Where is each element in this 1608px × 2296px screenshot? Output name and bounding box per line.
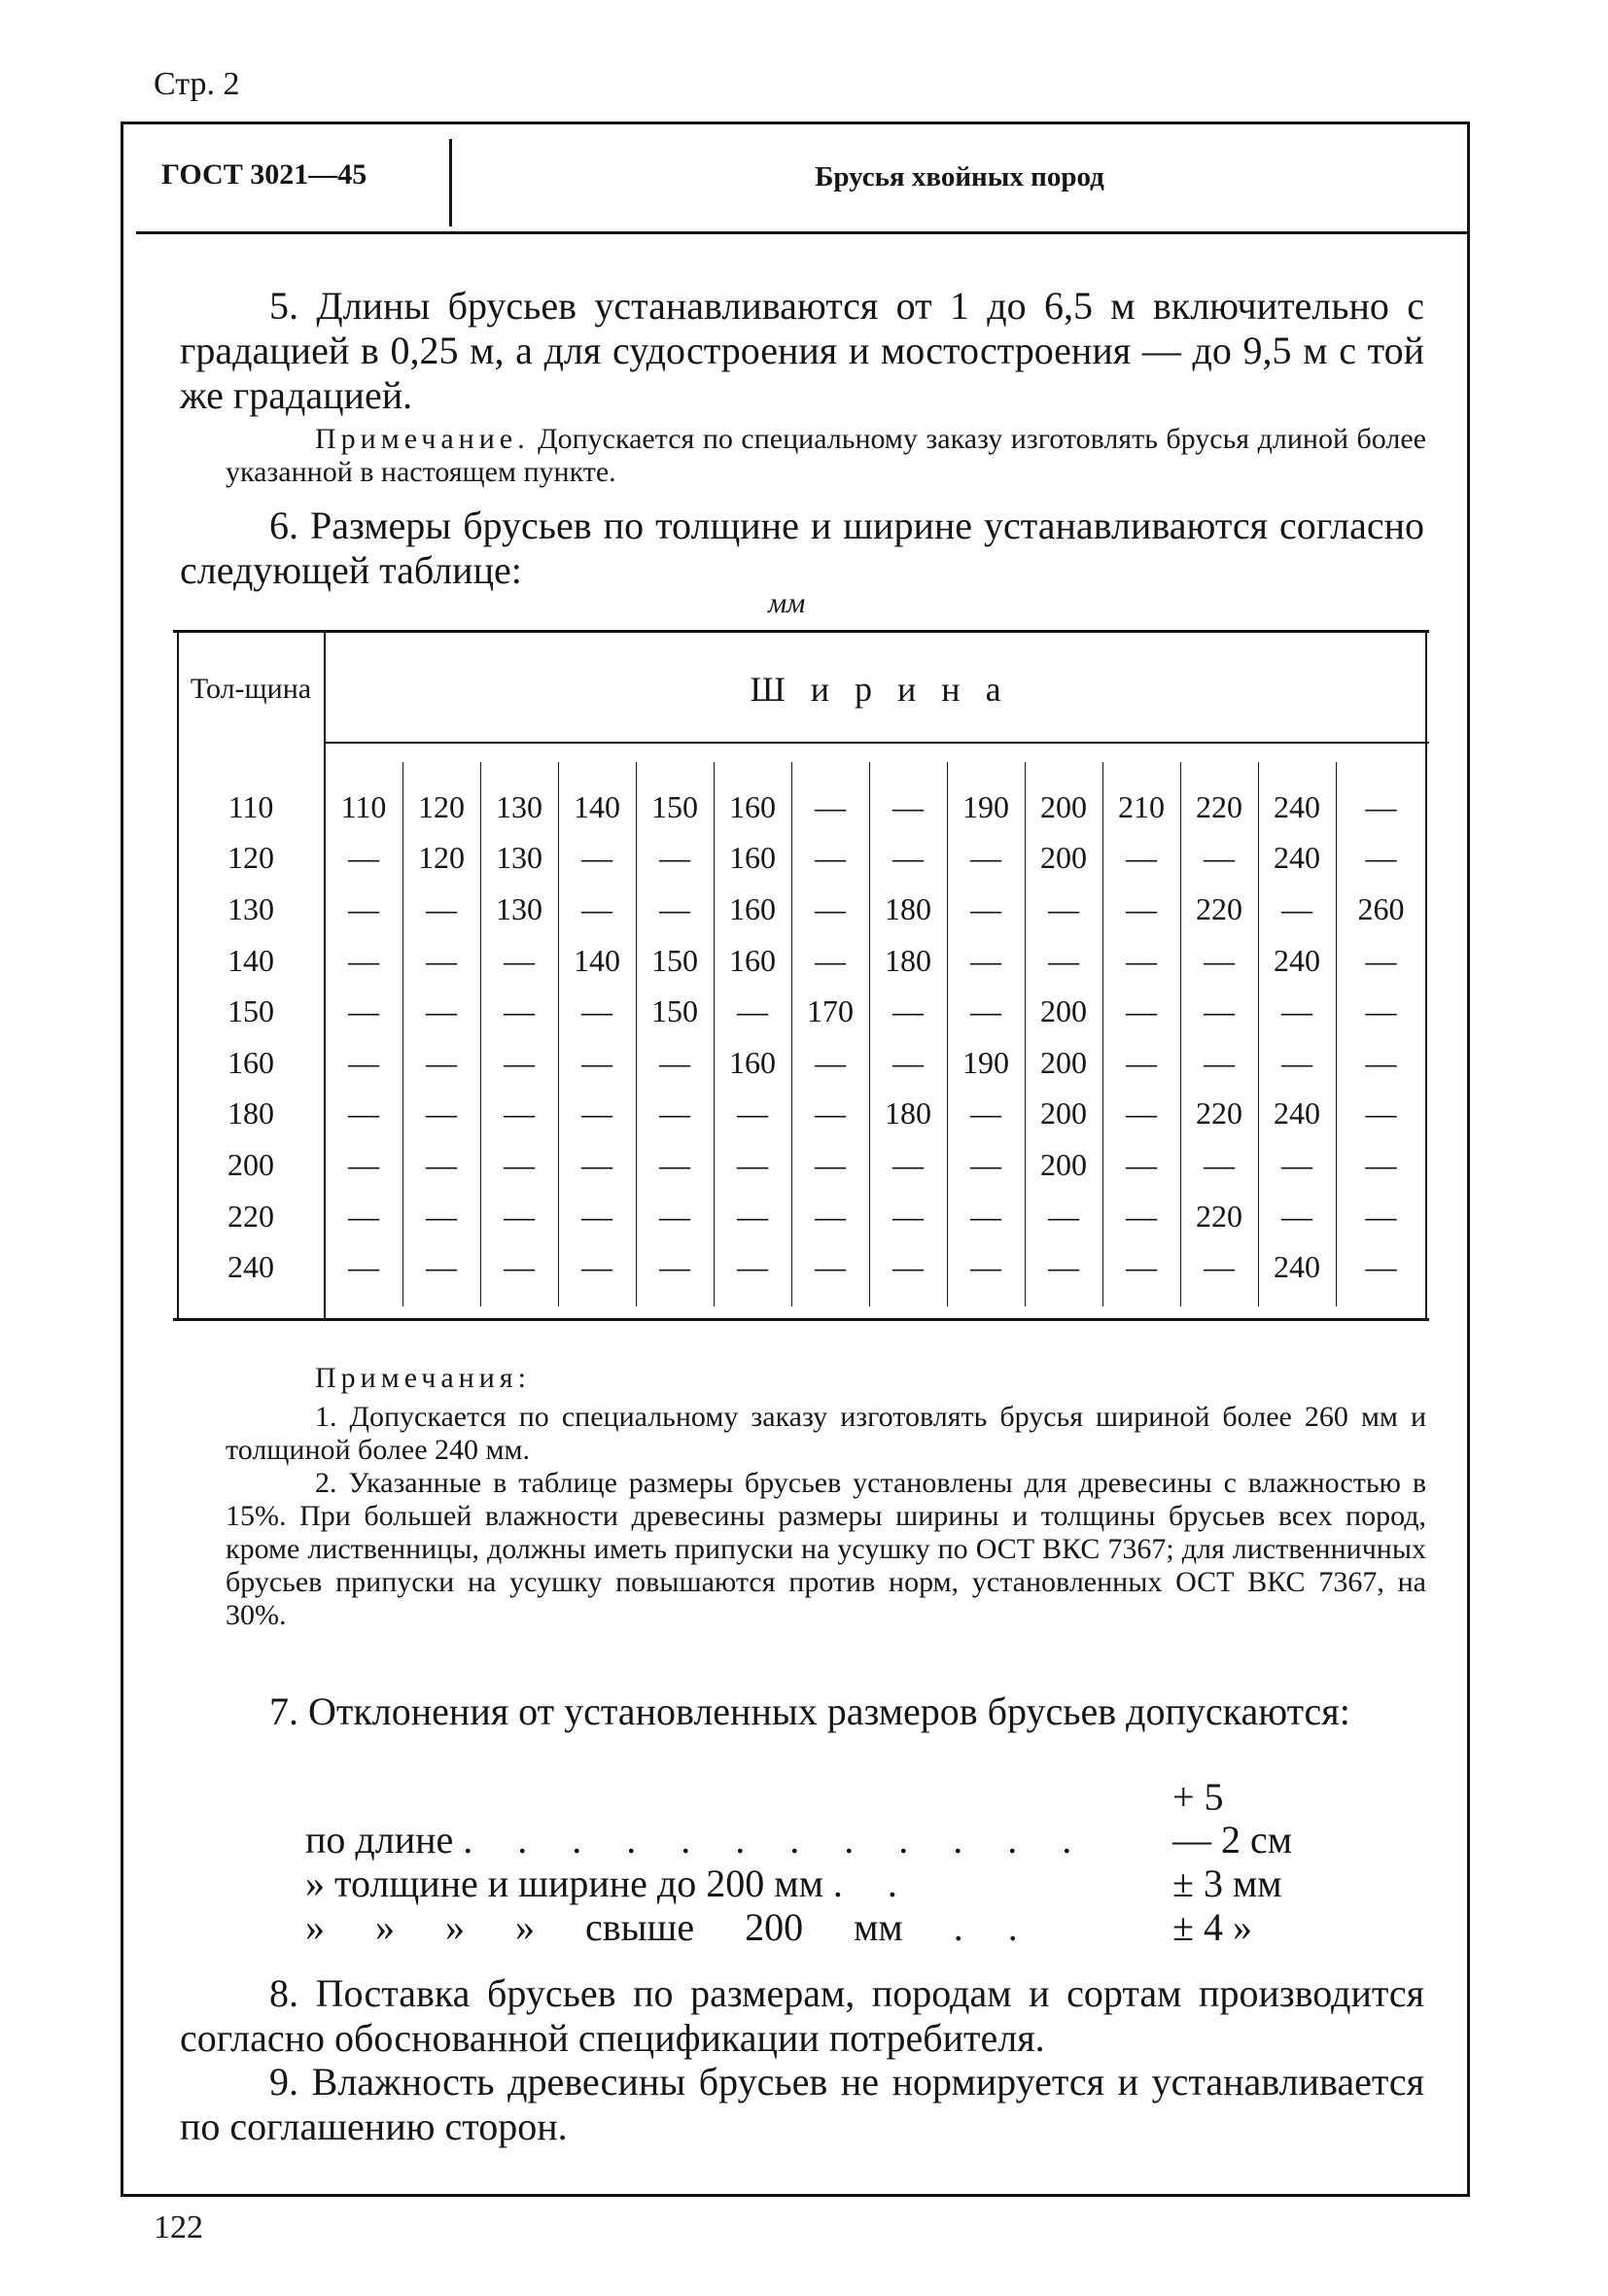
width-cell: 120 (418, 788, 465, 824)
width-cell: — (1281, 890, 1312, 926)
width-cell: 160 (729, 1044, 776, 1080)
width-cell: — (504, 993, 535, 1029)
width-cell: 160 (729, 942, 776, 978)
thickness-cell: 180 (227, 1096, 274, 1131)
width-cell: — (348, 1146, 379, 1182)
width-cell: — (1204, 1146, 1235, 1182)
width-cell: — (892, 993, 924, 1029)
notes-label: Примечания: (315, 1362, 531, 1394)
width-cell: — (1365, 1096, 1397, 1131)
width-cell: — (504, 942, 535, 978)
width-cell: — (970, 1198, 1001, 1234)
width-cell: — (1365, 1044, 1397, 1080)
note-2: 2. Указанные в таблице размеры брусьев установлены для древесины с влажностью в 15%. При большей влажности древесины размеры ширины и толщины брусьев всех пород, кроме лиственницы, должны иметь припуски на усушку по ОСТ ВКС 7367; для лиственничных брусьев припуски на усушку повышаются против норм, установленных ОСТ ВКС 7367, на 30%. (226, 1467, 1426, 1631)
width-cell: — (970, 1146, 1001, 1182)
width-cell: — (426, 1198, 457, 1234)
item-9 (180, 2060, 1424, 2149)
width-cell: 180 (885, 890, 931, 926)
width-cell: — (1126, 942, 1157, 978)
width-cell: 160 (729, 840, 776, 876)
width-cell: — (659, 1146, 690, 1182)
width-cell: 150 (651, 942, 698, 978)
width-cell: — (815, 1198, 846, 1234)
table-row (177, 935, 1426, 987)
width-cell: — (970, 1249, 1001, 1285)
width-cell: — (815, 942, 846, 978)
width-cell: — (1281, 1198, 1312, 1234)
frame-right-rule (1467, 122, 1470, 2197)
width-cell: — (815, 1044, 846, 1080)
dev-over-label-text: » » » » свыше 200 мм (305, 1905, 903, 1949)
width-cell: 200 (1040, 1146, 1087, 1182)
width-cell: — (737, 1146, 768, 1182)
width-cell: — (1126, 890, 1157, 926)
width-cell: — (1048, 942, 1079, 978)
width-cell: 190 (962, 788, 1009, 824)
thickness-cell: 150 (227, 993, 274, 1029)
thickness-header (177, 633, 325, 745)
header-title: Брусья хвойных пород (815, 161, 1104, 192)
item-5 (180, 284, 1424, 418)
width-cell: — (737, 1096, 768, 1131)
table-row (177, 1139, 1426, 1191)
width-cell: 200 (1040, 1096, 1087, 1131)
width-cell: 210 (1118, 788, 1165, 824)
dev-length-minus: — 2 см (1172, 1818, 1293, 1861)
dev-thick-label-text: » толщине и ширине до 200 мм (305, 1861, 823, 1905)
table-row (177, 884, 1426, 935)
width-cell: — (581, 1146, 612, 1182)
item-5-text: 5. Длины брусьев устанавливаются от 1 до 6,5 м включительно с градацией в 0,25 м, а для судостроения и мостостроения — до 9,5 м с той же градацией. (180, 284, 1424, 417)
width-cell: — (348, 942, 379, 978)
width-cell: 160 (729, 788, 776, 824)
width-cell: 240 (1274, 788, 1320, 824)
width-cell: — (1204, 942, 1235, 978)
thickness-cell: 140 (227, 942, 274, 978)
width-cell: 240 (1274, 1249, 1320, 1285)
note-5-label: Примечание. (315, 423, 530, 455)
width-cell: — (348, 993, 379, 1029)
width-cell: 180 (885, 1096, 931, 1131)
width-cell: — (581, 890, 612, 926)
width-cell: — (1204, 1249, 1235, 1285)
width-cell: — (815, 840, 846, 876)
header-bottom-rule (136, 231, 1470, 234)
width-cell: 140 (574, 942, 620, 978)
width-cell: — (970, 1096, 1001, 1131)
width-header (325, 633, 1426, 745)
width-cell: — (1365, 840, 1397, 876)
width-cell: — (892, 1146, 924, 1182)
width-cell: — (581, 1044, 612, 1080)
width-cell: — (737, 1198, 768, 1234)
thickness-cell: 160 (227, 1044, 274, 1080)
width-cell: — (581, 993, 612, 1029)
width-header-text: Ширина (750, 669, 1027, 709)
width-cell: — (426, 1096, 457, 1131)
table-row (177, 986, 1426, 1037)
width-cell: — (1204, 1044, 1235, 1080)
page-number: 122 (154, 2209, 203, 2245)
width-cell: — (1365, 993, 1397, 1029)
width-cell: 200 (1040, 840, 1087, 876)
width-cell: — (581, 1198, 612, 1234)
table-row (177, 1089, 1426, 1140)
width-cell: 130 (496, 788, 542, 824)
width-cell: — (1048, 890, 1079, 926)
width-cell: 160 (729, 890, 776, 926)
width-cell: — (815, 890, 846, 926)
width-cell: 220 (1196, 788, 1242, 824)
width-cell: — (659, 840, 690, 876)
table-row (177, 1191, 1426, 1242)
width-cell: — (1126, 993, 1157, 1029)
dev-length-label: по длине . . . . . . . . . . . . (305, 1818, 1090, 1861)
width-cell: — (1281, 1044, 1312, 1080)
width-cell: 110 (340, 788, 387, 824)
width-cell: — (426, 890, 457, 926)
width-cell: — (426, 1044, 457, 1080)
width-cell: — (659, 1249, 690, 1285)
width-cell: — (737, 993, 768, 1029)
width-cell: — (1048, 1198, 1079, 1234)
note-5 (226, 423, 1426, 489)
width-cell: — (348, 1198, 379, 1234)
width-cell: 140 (574, 788, 620, 824)
table-row (177, 782, 1426, 833)
table-bottom-rule (173, 1318, 1429, 1321)
item-6-text: 6. Размеры брусьев по толщине и ширине устанавливаются согласно следующей таблице: (180, 504, 1424, 592)
table-row (177, 833, 1426, 885)
width-cell: — (1126, 840, 1157, 876)
width-cell: — (892, 1249, 924, 1285)
sizes-table (177, 633, 1426, 1293)
width-cell: — (659, 1096, 690, 1131)
frame-top-rule (121, 122, 1470, 124)
width-cell: — (815, 1249, 846, 1285)
item-6 (180, 504, 1424, 593)
width-cell: 130 (496, 840, 542, 876)
width-cell: — (970, 840, 1001, 876)
width-cell: — (348, 1044, 379, 1080)
width-cell: — (348, 840, 379, 876)
width-cell: — (426, 993, 457, 1029)
item-9-text: 9. Влажность древесины брусьев не нормируется и устанавливается по соглашению сторон. (180, 2060, 1424, 2148)
width-cell: — (348, 1096, 379, 1131)
width-cell: 170 (807, 993, 854, 1029)
width-cell: 200 (1040, 1044, 1087, 1080)
width-cell: 220 (1196, 890, 1242, 926)
width-cell: — (1126, 1249, 1157, 1285)
thickness-cell: 130 (227, 890, 274, 926)
width-cell: — (892, 788, 924, 824)
width-cell: — (815, 1146, 846, 1182)
width-cell: — (1204, 840, 1235, 876)
width-cell: — (970, 942, 1001, 978)
width-cell: — (504, 1044, 535, 1080)
width-cell: 120 (418, 840, 465, 876)
width-cell: — (1365, 1249, 1397, 1285)
width-cell: — (815, 1096, 846, 1131)
width-cell: — (426, 942, 457, 978)
width-cell: — (815, 788, 846, 824)
dev-over-value: ± 4 » (1172, 1905, 1252, 1949)
thickness-cell: 110 (227, 788, 274, 824)
width-cell: — (737, 1249, 768, 1285)
width-cell: — (892, 1198, 924, 1234)
width-cell: — (1204, 993, 1235, 1029)
width-cell: — (659, 890, 690, 926)
width-cell: — (1365, 1146, 1397, 1182)
width-cell: — (581, 1096, 612, 1131)
dev-thick-value: ± 3 мм (1172, 1861, 1282, 1905)
table-unit: мм (768, 587, 806, 619)
dev-length-label-text: по длине (305, 1818, 454, 1861)
note-5-text: Допускается по специальному заказу изготовлять брусья длиной более указанной в настоящем пункте. (226, 423, 1426, 488)
item-7 (180, 1689, 1424, 1734)
width-cell: — (348, 890, 379, 926)
width-cell: 200 (1040, 788, 1087, 824)
thickness-cell: 240 (227, 1249, 274, 1285)
frame-left-rule (121, 122, 123, 2197)
frame-bottom-rule (121, 2194, 1470, 2197)
width-cell: 240 (1274, 942, 1320, 978)
table-row (177, 1241, 1426, 1293)
width-cell: — (659, 1044, 690, 1080)
width-cell: 180 (885, 942, 931, 978)
width-cell: — (1126, 1096, 1157, 1131)
width-cell: — (1281, 1146, 1312, 1182)
note-1: 1. Допускается по специальному заказу изготовлять брусья шириной более 260 мм и толщиной более 240 мм. (226, 1401, 1426, 1466)
width-cell: — (1126, 1146, 1157, 1182)
width-cell: — (1126, 1044, 1157, 1080)
width-cell: 150 (651, 993, 698, 1029)
width-cell: — (892, 840, 924, 876)
width-cell: — (970, 993, 1001, 1029)
width-cell: — (970, 890, 1001, 926)
width-cell: — (892, 1044, 924, 1080)
dev-length-plus: + 5 (1172, 1775, 1224, 1819)
width-cell: 130 (496, 890, 542, 926)
thickness-cell: 220 (227, 1198, 274, 1234)
width-cell: 190 (962, 1044, 1009, 1080)
thickness-cell: 120 (227, 840, 274, 876)
width-cell: — (1126, 1198, 1157, 1234)
item-7-text: 7. Отклонения от установленных размеров брусьев допускаются: (269, 1689, 1350, 1733)
thickness-header-text: Тол-щина (190, 672, 312, 705)
width-cell: — (504, 1146, 535, 1182)
width-cell: — (1365, 1198, 1397, 1234)
width-cell: — (1048, 1249, 1079, 1285)
width-cell: — (504, 1198, 535, 1234)
width-cell: — (1365, 788, 1397, 824)
width-cell: 240 (1274, 840, 1320, 876)
notes-block (226, 1362, 1426, 1632)
width-cell: — (426, 1146, 457, 1182)
width-cell: 200 (1040, 993, 1087, 1029)
thickness-cell: 200 (227, 1146, 274, 1182)
width-cell: — (659, 1198, 690, 1234)
header-gap (177, 745, 1426, 782)
width-cell: — (1281, 993, 1312, 1029)
table-row (177, 1037, 1426, 1089)
width-cell: 220 (1196, 1096, 1242, 1131)
width-cell: 150 (651, 788, 698, 824)
width-cell: 260 (1357, 890, 1405, 926)
width-cell: — (581, 840, 612, 876)
width-cell: — (504, 1249, 535, 1285)
width-cell: — (504, 1096, 535, 1131)
width-cell: 220 (1196, 1198, 1242, 1234)
width-cell: — (581, 1249, 612, 1285)
width-cell: 240 (1274, 1096, 1320, 1131)
dev-thick-label: » толщине и ширине до 200 мм . . (305, 1861, 915, 1905)
item-8-text: 8. Поставка брусьев по размерам, породам и сортам производится согласно обоснованной спецификации потребителя. (180, 1971, 1424, 2060)
width-cell: — (348, 1249, 379, 1285)
width-cell: — (426, 1249, 457, 1285)
width-cell: — (1365, 942, 1397, 978)
dev-over-label: » » » » свыше 200 мм . . (305, 1905, 1035, 1949)
page-label: Стр. 2 (154, 66, 240, 102)
header-standard: ГОСТ 3021—45 (161, 158, 367, 191)
item-8 (180, 1971, 1424, 2061)
